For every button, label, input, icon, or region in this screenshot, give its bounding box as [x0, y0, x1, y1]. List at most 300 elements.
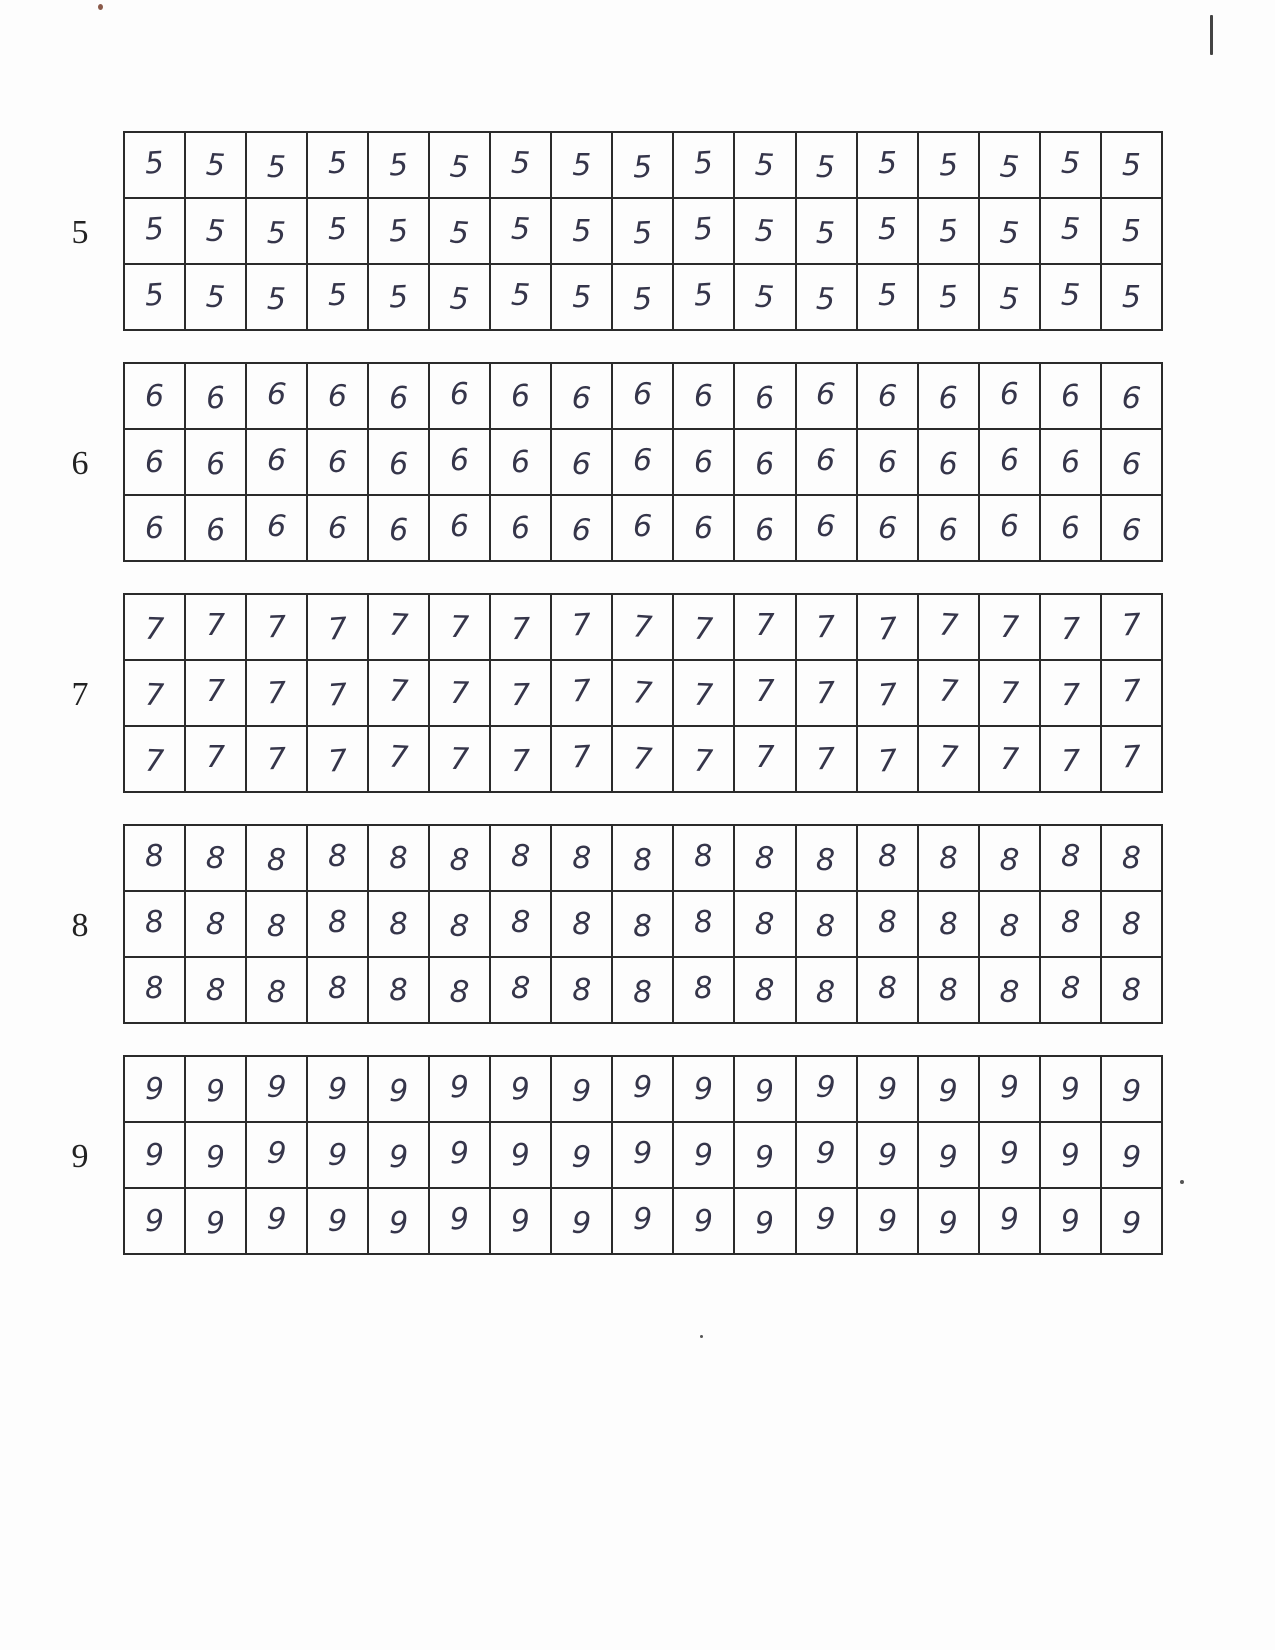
handwritten-digit-cell — [185, 1056, 246, 1122]
handwritten-digit-cell — [612, 594, 673, 660]
handwritten-digit: 6 — [633, 508, 653, 544]
handwritten-digit: 9 — [205, 1205, 227, 1241]
handwritten-digit-cell — [246, 363, 307, 429]
handwritten-digit: 6 — [754, 380, 776, 416]
handwritten-digit: 9 — [998, 1069, 1020, 1105]
handwritten-digit: 7 — [693, 611, 715, 647]
handwritten-digit-cell — [551, 660, 612, 726]
digit-block-8 — [40, 824, 1180, 1028]
handwritten-digit: 8 — [143, 969, 166, 1007]
handwritten-digit-cell — [734, 198, 795, 264]
handwritten-digit-cell — [490, 1188, 551, 1254]
handwritten-digit-cell — [918, 264, 979, 330]
handwritten-digit: 9 — [144, 1071, 165, 1107]
handwritten-digit-cell — [185, 132, 246, 198]
handwritten-digit: 8 — [1121, 972, 1141, 1008]
handwritten-digit: 8 — [448, 973, 471, 1011]
handwritten-digit-cell — [124, 363, 185, 429]
handwritten-digit-cell — [734, 495, 795, 561]
handwritten-digit: 7 — [632, 674, 654, 712]
handwritten-digit-cell — [429, 264, 490, 330]
handwritten-digit: 9 — [144, 1203, 165, 1239]
handwritten-digit: 6 — [876, 378, 898, 414]
handwritten-digit-cell — [368, 1188, 429, 1254]
handwritten-digit: 9 — [510, 1070, 532, 1108]
digit-grid — [123, 593, 1163, 793]
handwritten-digit: 5 — [448, 280, 471, 318]
handwritten-digit: 7 — [815, 675, 837, 711]
handwritten-digit: 6 — [327, 444, 348, 480]
handwritten-digit: 6 — [815, 507, 837, 545]
handwritten-digit-cell — [673, 495, 734, 561]
handwritten-digit: 9 — [1059, 1136, 1081, 1174]
handwritten-digit-cell — [673, 891, 734, 957]
handwritten-digit-cell — [1101, 132, 1162, 198]
handwritten-digit: 5 — [327, 145, 348, 181]
grid-row — [124, 1056, 1162, 1122]
handwritten-digit-cell — [734, 594, 795, 660]
handwritten-digit-cell — [1101, 825, 1162, 891]
digit-row-label: 6 — [71, 445, 89, 482]
handwritten-digit: 6 — [205, 512, 227, 548]
handwritten-digit-cell — [612, 132, 673, 198]
handwritten-digit: 7 — [755, 673, 775, 709]
handwritten-digit-cell — [368, 1056, 429, 1122]
handwritten-digit: 5 — [693, 210, 715, 248]
handwritten-digit-cell — [429, 594, 490, 660]
handwritten-digit-cell — [796, 891, 857, 957]
handwritten-digit-cell — [796, 264, 857, 330]
handwritten-digit: 7 — [327, 742, 349, 780]
handwritten-digit: 9 — [389, 1073, 409, 1109]
handwritten-digit-cell — [246, 594, 307, 660]
handwritten-digit-cell — [1040, 825, 1101, 891]
handwritten-digit: 7 — [632, 740, 654, 778]
handwritten-digit-cell — [551, 1122, 612, 1188]
handwritten-digit: 5 — [143, 144, 166, 182]
handwritten-digit-cell — [918, 495, 979, 561]
handwritten-digit: 8 — [693, 837, 715, 875]
handwritten-digit-cell — [307, 1122, 368, 1188]
handwritten-digit: 8 — [572, 906, 592, 942]
handwritten-digit: 8 — [877, 904, 897, 940]
handwritten-digit: 8 — [937, 906, 959, 942]
handwritten-digit-cell — [1040, 594, 1101, 660]
handwritten-digit: 7 — [693, 743, 715, 779]
handwritten-digit-cell — [612, 1122, 673, 1188]
handwritten-digit: 7 — [937, 673, 959, 709]
handwritten-digit-cell — [307, 264, 368, 330]
handwritten-digit: 7 — [449, 675, 470, 711]
handwritten-digit-cell — [429, 1188, 490, 1254]
handwritten-digit: 9 — [205, 1073, 227, 1109]
handwritten-digit-cell — [551, 363, 612, 429]
handwritten-digit: 7 — [1060, 611, 1081, 647]
handwritten-digit-cell — [673, 132, 734, 198]
handwritten-digit: 5 — [572, 147, 592, 183]
handwritten-digit: 8 — [998, 841, 1020, 879]
handwritten-digit-cell — [490, 660, 551, 726]
handwritten-digit: 8 — [816, 842, 836, 878]
handwritten-digit: 5 — [388, 213, 410, 249]
handwritten-digit: 6 — [938, 446, 958, 482]
handwritten-digit-cell — [918, 957, 979, 1023]
handwritten-digit: 5 — [448, 214, 471, 252]
handwritten-digit-cell — [185, 726, 246, 792]
handwritten-digit: 5 — [510, 277, 532, 313]
handwritten-digit-cell — [307, 1188, 368, 1254]
handwritten-digit: 7 — [693, 677, 715, 713]
handwritten-digit: 7 — [144, 743, 165, 779]
handwritten-digit: 6 — [754, 446, 776, 482]
scan-speck — [98, 4, 103, 10]
handwritten-digit-cell — [612, 825, 673, 891]
handwritten-digit-cell — [918, 1056, 979, 1122]
handwritten-digit-cell — [734, 726, 795, 792]
handwritten-digit: 8 — [693, 903, 715, 941]
handwritten-digit-cell — [796, 363, 857, 429]
handwritten-digit: 9 — [815, 1200, 837, 1238]
handwritten-digit-cell — [307, 594, 368, 660]
handwritten-digit-cell — [612, 198, 673, 264]
handwritten-digit: 8 — [266, 908, 287, 944]
handwritten-digit-cell — [490, 891, 551, 957]
handwritten-digit: 5 — [816, 281, 836, 317]
handwritten-digit: 9 — [938, 1139, 958, 1175]
handwritten-digit-cell — [185, 1188, 246, 1254]
handwritten-digit: 7 — [571, 673, 593, 709]
handwritten-digit: 5 — [266, 281, 287, 317]
handwritten-digit-cell — [124, 660, 185, 726]
handwritten-digit-cell — [124, 825, 185, 891]
handwritten-digit: 7 — [815, 741, 837, 777]
handwritten-digit-cell — [612, 957, 673, 1023]
grid-row — [124, 957, 1162, 1023]
handwritten-digit: 7 — [327, 610, 349, 648]
handwritten-digit: 7 — [1060, 743, 1081, 779]
handwritten-digit-cell — [1040, 726, 1101, 792]
handwritten-digit: 5 — [143, 276, 166, 314]
handwritten-digit: 7 — [815, 609, 837, 645]
handwritten-digit-cell — [979, 1188, 1040, 1254]
handwritten-digit-cell — [612, 891, 673, 957]
handwritten-digit: 6 — [327, 510, 348, 546]
handwritten-digit: 5 — [877, 145, 897, 181]
handwritten-digit: 7 — [999, 609, 1020, 645]
handwritten-digit-cell — [734, 660, 795, 726]
handwritten-digit-cell — [246, 825, 307, 891]
handwritten-digit-cell — [796, 429, 857, 495]
handwritten-digit-cell — [1101, 264, 1162, 330]
handwritten-digit: 6 — [694, 378, 714, 414]
digit-row-label: 7 — [71, 676, 89, 713]
handwritten-digit-cell — [307, 1056, 368, 1122]
handwritten-digit-cell — [979, 363, 1040, 429]
handwritten-digit: 5 — [754, 213, 776, 249]
handwritten-digit: 6 — [998, 442, 1020, 478]
handwritten-digit: 5 — [877, 211, 897, 247]
handwritten-digit-cell — [429, 1122, 490, 1188]
handwritten-digit: 6 — [998, 376, 1020, 412]
handwritten-digit: 6 — [389, 512, 409, 548]
handwritten-digit-cell — [857, 264, 918, 330]
handwritten-digit: 9 — [1120, 1139, 1142, 1175]
grid-row — [124, 132, 1162, 198]
handwritten-digit: 9 — [449, 1135, 470, 1171]
handwritten-digit: 9 — [266, 1134, 288, 1172]
handwritten-digit-cell — [918, 363, 979, 429]
handwritten-digit: 7 — [510, 743, 531, 779]
handwritten-digit: 5 — [266, 215, 287, 251]
handwritten-digit-cell — [979, 660, 1040, 726]
handwritten-digit-cell — [796, 198, 857, 264]
handwritten-digit-cell — [673, 264, 734, 330]
handwritten-digit: 6 — [144, 444, 165, 480]
handwritten-digit-cell — [124, 594, 185, 660]
handwritten-digit-cell — [1101, 1122, 1162, 1188]
handwritten-digit-cell — [857, 825, 918, 891]
handwritten-digit-cell — [246, 1122, 307, 1188]
handwritten-digit: 9 — [633, 1135, 653, 1171]
handwritten-digit-cell — [796, 1188, 857, 1254]
handwritten-digit-cell — [857, 1122, 918, 1188]
handwritten-digit-cell — [185, 264, 246, 330]
handwritten-digit: 5 — [327, 211, 348, 247]
handwritten-digit-cell — [857, 1056, 918, 1122]
handwritten-digit: 6 — [1059, 509, 1081, 547]
handwritten-digit-cell — [551, 957, 612, 1023]
handwritten-digit-cell — [734, 363, 795, 429]
handwritten-digit-cell — [796, 1122, 857, 1188]
handwritten-digit-cell — [796, 825, 857, 891]
handwritten-digit: 5 — [205, 213, 227, 249]
handwritten-digit-cell — [734, 957, 795, 1023]
handwritten-digit-cell — [124, 495, 185, 561]
handwritten-digit-cell — [368, 891, 429, 957]
handwritten-digit: 5 — [1060, 277, 1081, 313]
handwritten-digit: 8 — [327, 970, 348, 1006]
handwritten-digit-cell — [368, 594, 429, 660]
handwritten-digit: 6 — [449, 376, 470, 412]
handwritten-digit: 8 — [998, 973, 1020, 1011]
handwritten-digit-cell — [1101, 429, 1162, 495]
digit-block-5 — [40, 131, 1180, 335]
handwritten-digit: 7 — [266, 741, 287, 777]
handwritten-digit: 9 — [1059, 1202, 1081, 1240]
handwritten-digit: 8 — [1121, 840, 1141, 876]
handwritten-digit-cell — [307, 957, 368, 1023]
handwritten-digit-cell — [429, 825, 490, 891]
handwritten-digit: 8 — [632, 908, 654, 944]
handwritten-digit: 7 — [571, 739, 593, 775]
handwritten-digit: 6 — [633, 442, 653, 478]
handwritten-digit: 5 — [693, 144, 715, 182]
handwritten-digit-cell — [185, 198, 246, 264]
handwritten-digit-cell — [734, 825, 795, 891]
handwritten-digit: 8 — [510, 970, 532, 1006]
grid-row — [124, 1122, 1162, 1188]
handwritten-digit: 5 — [693, 276, 715, 314]
handwritten-digit: 9 — [938, 1073, 958, 1109]
handwritten-digit: 8 — [816, 974, 836, 1010]
handwritten-digit: 6 — [327, 378, 348, 414]
handwritten-digit-cell — [185, 363, 246, 429]
handwritten-digit-cell — [857, 594, 918, 660]
handwritten-digit-cell — [246, 891, 307, 957]
handwritten-digit-cell — [979, 198, 1040, 264]
handwritten-digit: 8 — [327, 904, 348, 940]
handwritten-digit-cell — [185, 825, 246, 891]
handwritten-digit-cell — [551, 198, 612, 264]
handwritten-digit: 7 — [388, 607, 410, 643]
handwritten-digit: 6 — [1059, 377, 1081, 415]
digit-row-label: 9 — [71, 1138, 89, 1175]
handwritten-digit-cell — [429, 891, 490, 957]
handwritten-digit: 5 — [572, 213, 592, 249]
handwritten-digit-cell — [246, 495, 307, 561]
handwritten-digit-cell — [490, 495, 551, 561]
handwritten-digit: 7 — [206, 607, 226, 643]
handwritten-digit-cell — [124, 1056, 185, 1122]
handwritten-digit: 5 — [510, 145, 532, 181]
handwritten-digit-cell — [734, 264, 795, 330]
handwritten-digit-cell — [857, 495, 918, 561]
handwritten-digit-cell — [429, 198, 490, 264]
handwritten-digit: 6 — [144, 378, 165, 414]
handwritten-digit: 6 — [266, 441, 288, 479]
handwritten-digit-cell — [551, 891, 612, 957]
handwritten-digit: 6 — [754, 512, 776, 548]
handwritten-digit: 7 — [1120, 673, 1142, 709]
handwritten-digit-cell — [673, 198, 734, 264]
handwritten-digit-cell — [246, 660, 307, 726]
handwritten-digit-cell — [307, 198, 368, 264]
handwritten-digit-cell — [490, 825, 551, 891]
handwritten-digit: 8 — [327, 838, 348, 874]
handwritten-digit: 6 — [510, 443, 532, 481]
handwritten-digit-cell — [918, 594, 979, 660]
handwritten-digit: 5 — [937, 279, 959, 315]
handwritten-digit: 7 — [388, 673, 410, 709]
handwritten-digit-cell — [307, 825, 368, 891]
handwritten-digit: 8 — [266, 842, 287, 878]
handwritten-digit-cell — [368, 660, 429, 726]
handwritten-digit-cell — [918, 198, 979, 264]
handwritten-digit: 8 — [1060, 970, 1081, 1006]
digit-block-9 — [40, 1055, 1180, 1259]
handwritten-digit-cell — [490, 1056, 551, 1122]
handwritten-digit-cell — [857, 363, 918, 429]
digit-row-label: 5 — [71, 214, 89, 251]
handwritten-digit: 6 — [876, 444, 898, 480]
grid-row — [124, 198, 1162, 264]
handwritten-digit-cell — [979, 1056, 1040, 1122]
handwritten-digit-cell — [307, 429, 368, 495]
handwritten-digit-cell — [124, 891, 185, 957]
handwritten-digit: 7 — [999, 675, 1020, 711]
handwritten-digit: 6 — [266, 507, 288, 545]
handwritten-digit: 8 — [1121, 906, 1141, 942]
handwritten-digit-cell — [1101, 1188, 1162, 1254]
handwritten-digit-cell — [979, 825, 1040, 891]
handwritten-digit-cell — [1040, 891, 1101, 957]
handwritten-digit-cell — [490, 429, 551, 495]
handwritten-digit: 5 — [205, 147, 227, 183]
handwritten-digit: 6 — [449, 442, 470, 478]
handwritten-digit-cell — [979, 1122, 1040, 1188]
handwritten-digit-cell — [857, 957, 918, 1023]
handwritten-digit-cell — [1040, 1122, 1101, 1188]
handwritten-digit: 8 — [693, 969, 715, 1007]
handwritten-digit-cell — [1040, 132, 1101, 198]
handwritten-digit: 9 — [633, 1069, 653, 1105]
handwritten-digit-cell — [1101, 891, 1162, 957]
handwritten-digit-cell — [612, 660, 673, 726]
grid-row — [124, 264, 1162, 330]
handwritten-digit: 8 — [754, 840, 776, 876]
handwritten-digit-cell — [246, 1056, 307, 1122]
handwritten-digit-cell — [429, 957, 490, 1023]
digit-grid — [123, 1055, 1163, 1255]
handwritten-digit: 5 — [1121, 279, 1141, 315]
handwritten-digit: 9 — [571, 1139, 593, 1175]
handwritten-digit: 5 — [937, 147, 959, 183]
handwritten-digit: 8 — [266, 974, 287, 1010]
handwritten-digit: 6 — [571, 446, 593, 482]
handwritten-digit: 6 — [266, 375, 288, 413]
handwritten-digit-cell — [979, 264, 1040, 330]
handwritten-digit-cell — [246, 429, 307, 495]
grid-row — [124, 825, 1162, 891]
handwritten-digit-cell — [918, 726, 979, 792]
handwritten-digit: 6 — [205, 446, 227, 482]
handwritten-digit: 5 — [1060, 145, 1081, 181]
handwritten-digit-cell — [551, 1188, 612, 1254]
handwritten-digit-cell — [368, 198, 429, 264]
handwritten-digit-cell — [490, 132, 551, 198]
handwritten-digit: 6 — [694, 510, 714, 546]
handwritten-digit: 8 — [205, 906, 227, 942]
handwritten-digit: 9 — [327, 1071, 348, 1107]
handwritten-digit: 6 — [1120, 512, 1142, 548]
handwritten-digit-cell — [185, 957, 246, 1023]
handwritten-digit: 9 — [389, 1205, 409, 1241]
handwritten-digit: 6 — [205, 380, 227, 416]
handwritten-digit: 9 — [205, 1139, 227, 1175]
handwritten-digit-cell — [1101, 660, 1162, 726]
handwritten-digit-cell — [673, 825, 734, 891]
handwritten-digit-cell — [918, 1122, 979, 1188]
grid-row — [124, 660, 1162, 726]
handwritten-digit-cell — [490, 957, 551, 1023]
handwritten-digit-cell — [796, 495, 857, 561]
handwritten-digit-cell — [612, 726, 673, 792]
handwritten-digit-cell — [612, 1056, 673, 1122]
handwritten-digit: 9 — [876, 1071, 898, 1107]
handwritten-digit-cell — [307, 132, 368, 198]
handwritten-digit: 9 — [389, 1139, 409, 1175]
handwritten-digit: 8 — [143, 903, 166, 941]
handwritten-digit: 6 — [449, 508, 470, 544]
handwritten-digit: 7 — [144, 677, 165, 713]
handwritten-digit: 7 — [327, 676, 349, 714]
handwritten-digit-cell — [368, 264, 429, 330]
handwritten-digit-cell — [857, 132, 918, 198]
handwritten-digit: 5 — [572, 279, 592, 315]
handwritten-digit: 5 — [632, 149, 654, 185]
handwritten-digit: 6 — [1059, 443, 1081, 481]
handwritten-digit-cell — [857, 198, 918, 264]
